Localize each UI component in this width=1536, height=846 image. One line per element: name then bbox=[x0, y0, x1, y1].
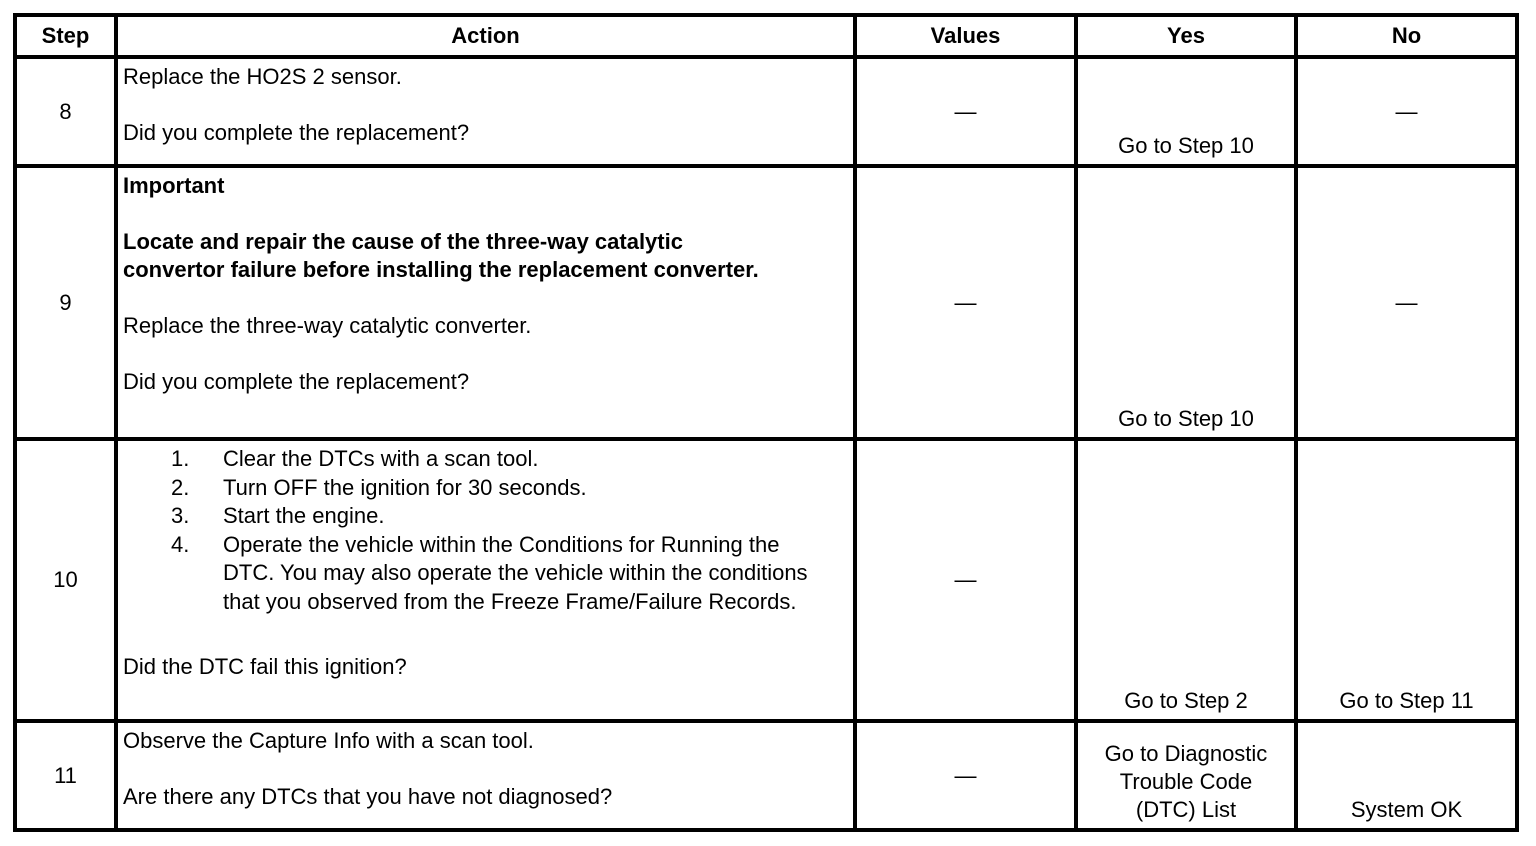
no-cell bbox=[1296, 721, 1517, 830]
procedure-list bbox=[123, 445, 847, 616]
no-result: Go to Step 11 bbox=[1339, 688, 1474, 713]
step-number: 9 bbox=[15, 166, 116, 439]
procedure-step-text: Clear the DTCs with a scan tool. bbox=[223, 446, 539, 471]
procedure-step-text: Operate the vehicle within the Conditions for Running the DTC. You may also operate the vehicle within the conditions that you observed from the Freeze Frame/Failure Records. bbox=[223, 531, 808, 614]
header-yes: Yes bbox=[1076, 15, 1296, 57]
yes-result: Go to Step 10 bbox=[1118, 406, 1254, 431]
header-no: No bbox=[1296, 15, 1517, 57]
action-text: Replace the HO2S 2 sensor. bbox=[123, 64, 402, 89]
spacer bbox=[123, 91, 847, 119]
step-number: 10 bbox=[15, 439, 116, 721]
action-text: Replace the three-way catalytic converter. bbox=[123, 313, 532, 338]
header-row bbox=[15, 15, 1517, 57]
no-cell bbox=[1296, 57, 1517, 166]
spacer bbox=[123, 755, 847, 783]
yes-result: Go to Diagnostic bbox=[1104, 741, 1268, 766]
action-question: Did you complete the replacement? bbox=[123, 369, 470, 394]
header-values: Values bbox=[855, 15, 1076, 57]
values-cell bbox=[855, 721, 1076, 830]
spacer bbox=[123, 200, 847, 228]
yes-cell bbox=[1076, 721, 1296, 830]
procedure-step-number: 1. bbox=[171, 446, 190, 471]
important-text: Locate and repair the cause of the three-way catalytic bbox=[123, 229, 683, 254]
table-row-step-11 bbox=[15, 721, 1517, 830]
step-number: 8 bbox=[15, 57, 116, 166]
no-dash: — bbox=[1395, 98, 1418, 124]
action-question: Did the DTC fail this ignition? bbox=[123, 654, 407, 679]
action-cell bbox=[116, 57, 855, 166]
spacer bbox=[123, 284, 847, 312]
procedure-step-text: Turn OFF the ignition for 30 seconds. bbox=[223, 474, 587, 500]
procedure-step-number: 3. bbox=[171, 503, 190, 528]
step-number: 11 bbox=[15, 721, 116, 830]
procedure-step bbox=[123, 531, 823, 617]
yes-cell bbox=[1076, 439, 1296, 721]
no-result: System OK bbox=[1350, 797, 1463, 822]
yes-result: Go to Step 10 bbox=[1118, 133, 1254, 158]
procedure-step bbox=[123, 474, 823, 503]
values-cell bbox=[855, 166, 1076, 439]
yes-cell bbox=[1076, 166, 1296, 439]
action-text: Observe the Capture Info with a scan tool. bbox=[123, 728, 534, 753]
action-cell bbox=[116, 439, 855, 721]
values-dash: — bbox=[954, 98, 977, 124]
important-label: Important bbox=[123, 173, 225, 198]
procedure-step-number: 2. bbox=[171, 474, 190, 500]
table-row-step-10 bbox=[15, 439, 1517, 721]
spacer bbox=[123, 340, 847, 368]
yes-cell bbox=[1076, 57, 1296, 166]
no-cell bbox=[1296, 439, 1517, 721]
table-row-step-8 bbox=[15, 57, 1517, 166]
action-question: Are there any DTCs that you have not diagnosed? bbox=[123, 784, 613, 809]
procedure-step-text: Start the engine. bbox=[223, 503, 385, 528]
procedure-step bbox=[123, 502, 823, 531]
values-cell bbox=[855, 439, 1076, 721]
yes-result: Trouble Code bbox=[1119, 769, 1253, 794]
action-cell bbox=[116, 721, 855, 830]
no-cell bbox=[1296, 166, 1517, 439]
header-action: Action bbox=[116, 15, 855, 57]
values-dash: — bbox=[954, 289, 977, 315]
values-dash: — bbox=[954, 762, 977, 788]
values-dash: — bbox=[954, 567, 977, 592]
spacer bbox=[123, 616, 847, 653]
table-row-step-9 bbox=[15, 166, 1517, 439]
yes-result: Go to Step 2 bbox=[1124, 688, 1248, 713]
procedure-step-number: 4. bbox=[171, 531, 190, 557]
action-cell bbox=[116, 166, 855, 439]
values-cell bbox=[855, 57, 1076, 166]
header-step: Step bbox=[15, 15, 116, 57]
diagnostic-table bbox=[13, 13, 1519, 832]
no-dash: — bbox=[1395, 289, 1418, 315]
important-text: convertor failure before installing the replacement converter. bbox=[123, 257, 759, 282]
action-question: Did you complete the replacement? bbox=[123, 120, 470, 145]
procedure-step bbox=[123, 445, 823, 474]
yes-result: (DTC) List bbox=[1135, 797, 1237, 822]
